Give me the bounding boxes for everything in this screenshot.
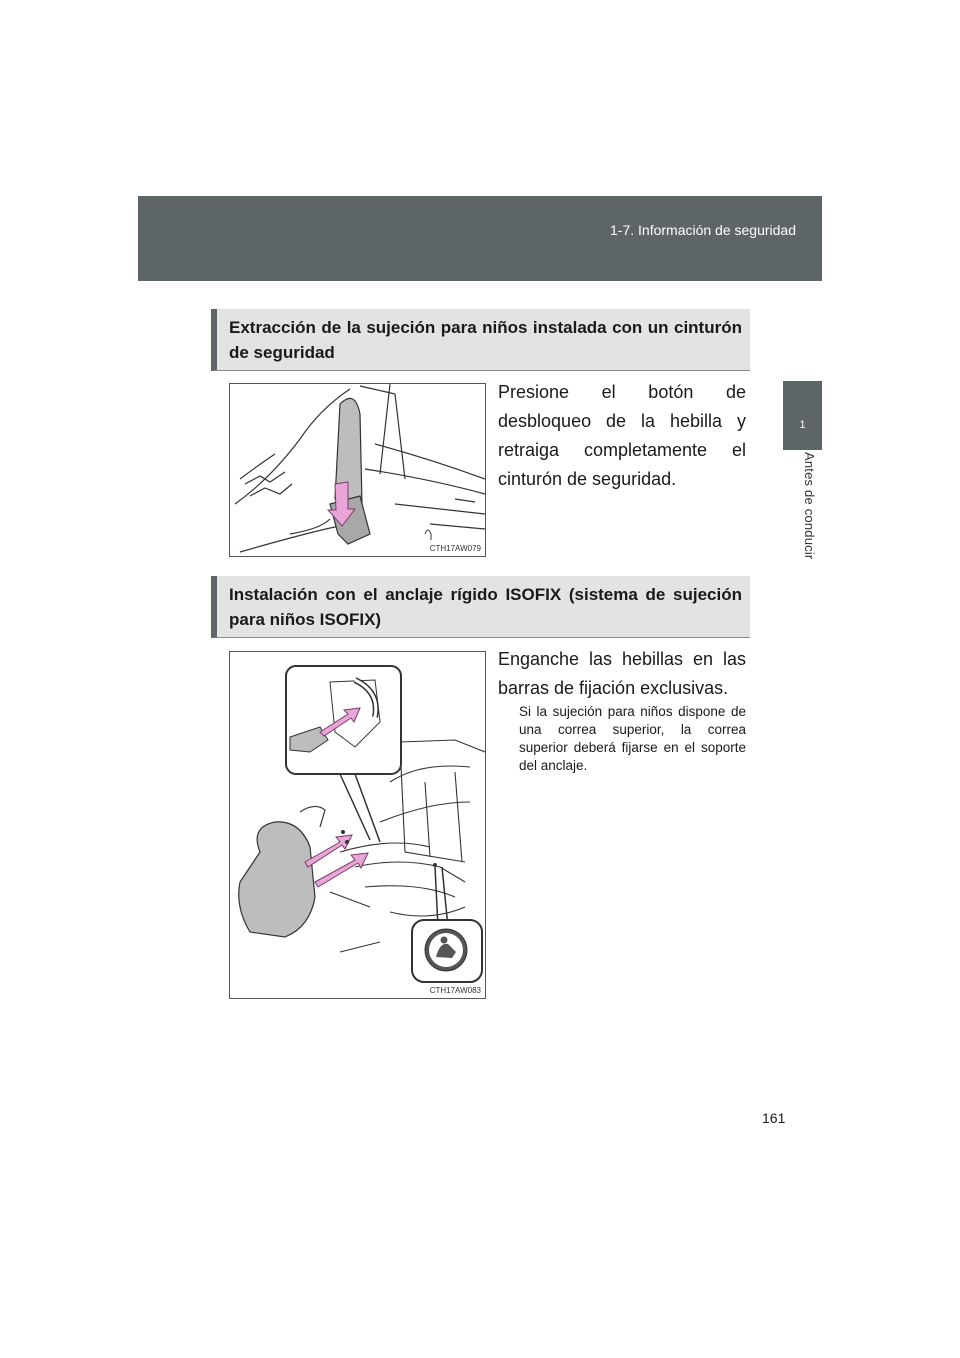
figure-code: CTH17AW079 bbox=[429, 544, 481, 553]
page-number: 161 bbox=[762, 1110, 786, 1126]
chapter-number: 1 bbox=[799, 419, 806, 431]
chapter-tab bbox=[783, 381, 822, 450]
section-heading-isofix: Instalación con el anclaje rígido ISOFIX (sistema de sujeción para niños ISOFIX) bbox=[211, 576, 750, 638]
header-band bbox=[138, 196, 822, 281]
chapter-label: Antes de conducir bbox=[802, 452, 817, 560]
instruction-text: Presione el botón de desbloqueo de la hebilla y retraiga completamente el cinturón de seguridad. bbox=[498, 382, 746, 489]
seatbelt-buckle-illustration bbox=[230, 384, 485, 556]
figure-seatbelt-removal bbox=[229, 383, 486, 557]
section-heading-removal: Extracción de la sujeción para niños instalada con un cinturón de seguridad bbox=[211, 309, 750, 371]
figure-isofix-installation bbox=[229, 651, 486, 999]
isofix-illustration bbox=[230, 652, 485, 998]
instruction-text: Enganche las hebillas en las barras de fijación exclusivas. bbox=[498, 649, 746, 698]
section-title: 1-7. Información de seguridad bbox=[610, 222, 796, 238]
note-text: Si la sujeción para niños dispone de una correa superior, la correa superior deberá fijarse en el soporte del anclaje. bbox=[519, 704, 746, 773]
figure-code: CTH17AW083 bbox=[429, 986, 481, 995]
